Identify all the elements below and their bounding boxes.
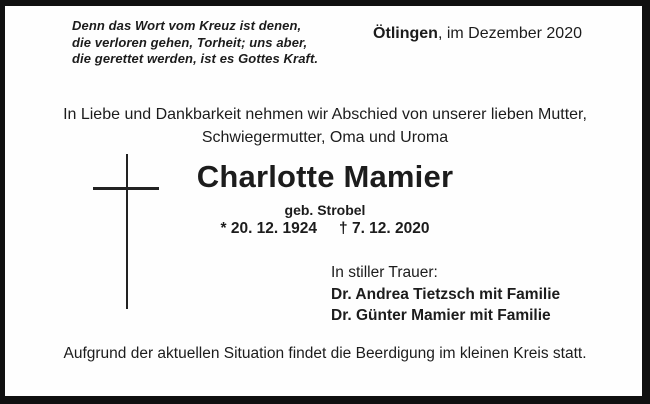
- farewell-intro: [0, 103, 650, 149]
- place-dateline: [373, 25, 582, 43]
- place-name: Ötlingen: [373, 25, 438, 42]
- funeral-note: Aufgrund der aktuellen Situation findet die Beerdigung im kleinen Kreis statt.: [63, 345, 587, 362]
- intro-line: In Liebe und Dankbarkeit nehmen wir Abschied von unserer lieben Mutter,: [63, 106, 587, 123]
- dateline-rest: , im Dezember 2020: [437, 25, 582, 42]
- quote-line: Denn das Wort vom Kreuz ist denen,: [72, 18, 302, 33]
- deceased-name: Charlotte Mamier: [196, 159, 454, 194]
- mourner-name: Dr. Günter Mamier mit Familie: [331, 307, 551, 324]
- scripture-quote: [72, 18, 318, 68]
- mourner-name: Dr. Andrea Tietzsch mit Familie: [331, 285, 561, 303]
- life-dates: [0, 220, 650, 238]
- quote-line: die gerettet werden, ist es Gottes Kraft.: [72, 51, 319, 66]
- death-date: † 7. 12. 2020: [339, 220, 430, 237]
- intro-line: Schwiegermutter, Oma und Uroma: [201, 129, 449, 146]
- maiden-name: geb. Strobel: [284, 202, 366, 218]
- quote-line: die verloren gehen, Torheit; uns aber,: [72, 34, 308, 50]
- birth-date: * 20. 12. 1924: [220, 220, 318, 237]
- mourners-block: [331, 262, 560, 327]
- mourning-header: In stiller Trauer:: [331, 264, 438, 281]
